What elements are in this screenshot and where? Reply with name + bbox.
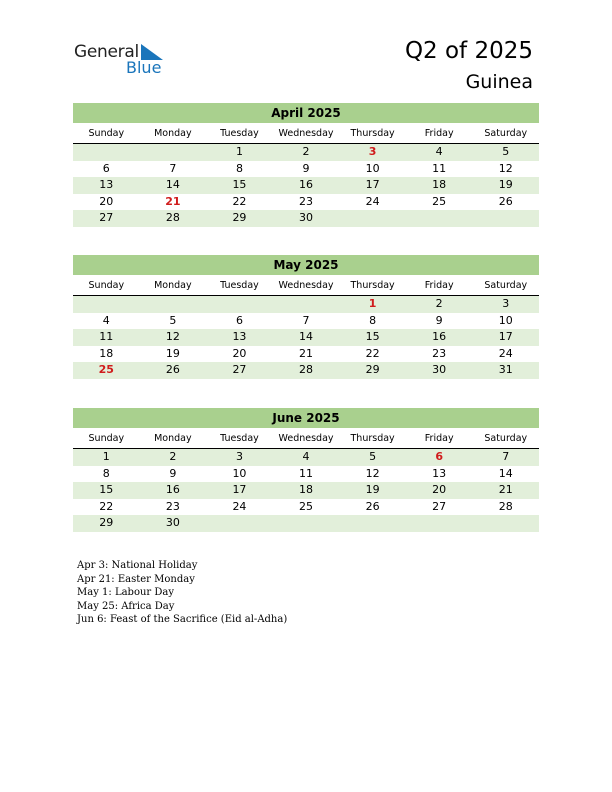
- day-cell: 30: [165, 516, 180, 529]
- day-cell: 4: [102, 313, 110, 327]
- day-cell: 13: [232, 330, 247, 343]
- day-cell: 25: [98, 363, 114, 376]
- day-cell: 26: [365, 499, 380, 513]
- day-cell: [472, 515, 539, 532]
- day-cell: 3: [502, 297, 510, 310]
- week-row: [73, 329, 539, 346]
- page-title: Q2 of 2025: [404, 38, 533, 64]
- day-cell: 30: [299, 211, 314, 224]
- day-cell: 6: [435, 450, 443, 463]
- day-cell: 13: [432, 466, 447, 480]
- week-row: [73, 466, 539, 483]
- day-cell: 20: [432, 483, 447, 496]
- day-cell: 8: [102, 466, 110, 480]
- day-cell: 21: [498, 483, 513, 496]
- month-title: June 2025: [73, 408, 539, 428]
- day-cell: 9: [435, 313, 443, 327]
- holiday-note: Jun 6: Feast of the Sacrifice (Eid al-Adha): [77, 614, 288, 625]
- day-cell: 14: [498, 466, 513, 480]
- weekday-label: Wednesday: [278, 280, 334, 291]
- weekday-label: Monday: [154, 128, 192, 139]
- day-cell: [472, 210, 539, 227]
- day-cell: 2: [302, 145, 310, 158]
- day-cell: 22: [99, 499, 114, 513]
- day-cell: 18: [99, 346, 114, 360]
- day-cell: 12: [165, 330, 180, 343]
- day-cell: 31: [498, 363, 513, 376]
- day-cell: [406, 210, 473, 227]
- day-cell: 7: [169, 161, 177, 175]
- week-row: [73, 346, 539, 363]
- holiday-note: May 1: Labour Day: [77, 587, 174, 598]
- day-cell: 15: [99, 483, 114, 496]
- day-cell: 23: [165, 499, 180, 513]
- day-cell: 12: [365, 466, 380, 480]
- weekday-header: [73, 278, 539, 296]
- weekday-label: Monday: [154, 280, 192, 291]
- day-cell: 11: [99, 330, 114, 343]
- day-cell: 1: [235, 145, 243, 158]
- day-cell: 7: [502, 450, 510, 463]
- month-calendar: [73, 103, 539, 227]
- week-row: [73, 296, 539, 313]
- day-cell: 15: [232, 178, 247, 191]
- day-cell: [406, 515, 473, 532]
- week-row: [73, 210, 539, 227]
- day-cell: [273, 296, 340, 313]
- day-cell: 14: [299, 330, 314, 343]
- day-cell: 7: [302, 313, 310, 327]
- day-cell: 3: [235, 450, 243, 463]
- month-calendar: [73, 255, 539, 379]
- weekday-label: Tuesday: [220, 280, 259, 291]
- holiday-notes: [77, 559, 287, 627]
- day-cell: 22: [232, 194, 247, 208]
- day-cell: [73, 296, 140, 313]
- month-title: May 2025: [73, 255, 539, 275]
- day-cell: 23: [299, 194, 314, 208]
- day-cell: 24: [232, 499, 247, 513]
- day-cell: 9: [169, 466, 177, 480]
- day-cell: [73, 144, 140, 161]
- weekday-label: Sunday: [88, 280, 125, 291]
- day-cell: 8: [235, 161, 243, 175]
- day-cell: 22: [365, 346, 380, 360]
- day-cell: 2: [435, 297, 443, 310]
- day-cell: 12: [498, 161, 513, 175]
- day-cell: 30: [432, 363, 447, 376]
- day-cell: 21: [299, 346, 314, 360]
- week-row: [73, 313, 539, 330]
- day-cell: 25: [432, 194, 447, 208]
- day-cell: 9: [302, 161, 310, 175]
- weekday-label: Friday: [424, 128, 454, 139]
- weekday-label: Tuesday: [220, 433, 259, 444]
- day-cell: [206, 296, 273, 313]
- day-cell: 28: [498, 499, 513, 513]
- day-cell: 24: [365, 194, 380, 208]
- month-calendar: [73, 408, 539, 532]
- day-cell: 8: [369, 313, 377, 327]
- day-cell: 13: [99, 178, 114, 191]
- logo-text-general: General: [74, 42, 139, 62]
- day-cell: 28: [165, 211, 180, 224]
- holiday-note: Apr 21: Easter Monday: [77, 573, 195, 585]
- week-row: [73, 194, 539, 211]
- day-cell: 27: [432, 499, 447, 513]
- weekday-label: Saturday: [484, 128, 528, 139]
- weekday-label: Sunday: [88, 433, 125, 444]
- weekday-label: Tuesday: [220, 128, 259, 139]
- day-cell: 24: [498, 346, 513, 360]
- day-cell: 28: [299, 363, 314, 376]
- day-cell: 20: [232, 346, 247, 360]
- weekday-label: Sunday: [88, 128, 125, 139]
- day-cell: 5: [169, 313, 177, 327]
- day-cell: 23: [432, 346, 447, 360]
- day-cell: 26: [498, 194, 513, 208]
- weekday-label: Friday: [424, 280, 454, 291]
- day-cell: 10: [232, 466, 247, 480]
- day-cell: 25: [299, 499, 314, 513]
- day-cell: 10: [498, 313, 513, 327]
- day-cell: 29: [99, 516, 114, 529]
- day-cell: 5: [369, 450, 377, 463]
- weekday-label: Thursday: [350, 128, 395, 139]
- week-row: [73, 177, 539, 194]
- week-row: [73, 449, 539, 466]
- weekday-label: Saturday: [484, 280, 528, 291]
- day-cell: 6: [102, 161, 110, 175]
- day-cell: 29: [365, 363, 380, 376]
- day-cell: 3: [368, 145, 377, 158]
- weekday-label: Wednesday: [278, 128, 334, 139]
- logo: [74, 42, 174, 78]
- week-row: [73, 499, 539, 516]
- weekday-label: Thursday: [350, 280, 395, 291]
- day-cell: 14: [165, 178, 180, 191]
- holiday-note: May 25: Africa Day: [77, 600, 175, 612]
- day-cell: 1: [368, 297, 377, 310]
- day-cell: 19: [365, 483, 380, 496]
- day-cell: 2: [169, 450, 177, 463]
- day-cell: 26: [165, 363, 180, 376]
- day-cell: 5: [502, 145, 510, 158]
- week-row: [73, 144, 539, 161]
- day-cell: 21: [165, 194, 181, 208]
- day-cell: [140, 296, 207, 313]
- country-name: Guinea: [465, 71, 533, 93]
- day-cell: 15: [365, 330, 380, 343]
- day-cell: 16: [432, 330, 447, 343]
- day-cell: 17: [498, 330, 513, 343]
- day-cell: 6: [235, 313, 243, 327]
- day-cell: 4: [435, 145, 443, 158]
- day-cell: 29: [232, 211, 247, 224]
- day-cell: [339, 210, 406, 227]
- weekday-label: Monday: [154, 433, 192, 444]
- weekday-label: Saturday: [484, 433, 528, 444]
- weekday-label: Friday: [424, 433, 454, 444]
- day-cell: 18: [432, 178, 447, 191]
- day-cell: 19: [165, 346, 180, 360]
- week-row: [73, 515, 539, 532]
- week-row: [73, 362, 539, 379]
- day-cell: 16: [299, 178, 314, 191]
- day-cell: 11: [432, 161, 447, 175]
- day-cell: 19: [498, 178, 513, 191]
- day-cell: 10: [365, 161, 380, 175]
- holiday-note: Apr 3: National Holiday: [77, 560, 198, 571]
- weekday-label: Thursday: [350, 433, 395, 444]
- week-row: [73, 161, 539, 178]
- day-cell: 4: [302, 450, 310, 463]
- day-cell: 27: [99, 211, 114, 224]
- weekday-label: Wednesday: [278, 433, 334, 444]
- day-cell: 11: [299, 466, 314, 480]
- day-cell: 17: [365, 178, 380, 191]
- day-cell: 20: [99, 194, 114, 208]
- day-cell: [206, 515, 273, 532]
- day-cell: [140, 144, 207, 161]
- day-cell: [273, 515, 340, 532]
- day-cell: 1: [102, 450, 110, 463]
- logo-text-blue: Blue: [126, 58, 162, 77]
- day-cell: 16: [165, 483, 180, 496]
- day-cell: 17: [232, 483, 247, 496]
- month-title: April 2025: [73, 103, 539, 123]
- day-cell: [339, 515, 406, 532]
- weekday-header: [73, 431, 539, 449]
- day-cell: 18: [299, 483, 314, 496]
- day-cell: 27: [232, 363, 247, 376]
- weekday-header: [73, 126, 539, 144]
- week-row: [73, 482, 539, 499]
